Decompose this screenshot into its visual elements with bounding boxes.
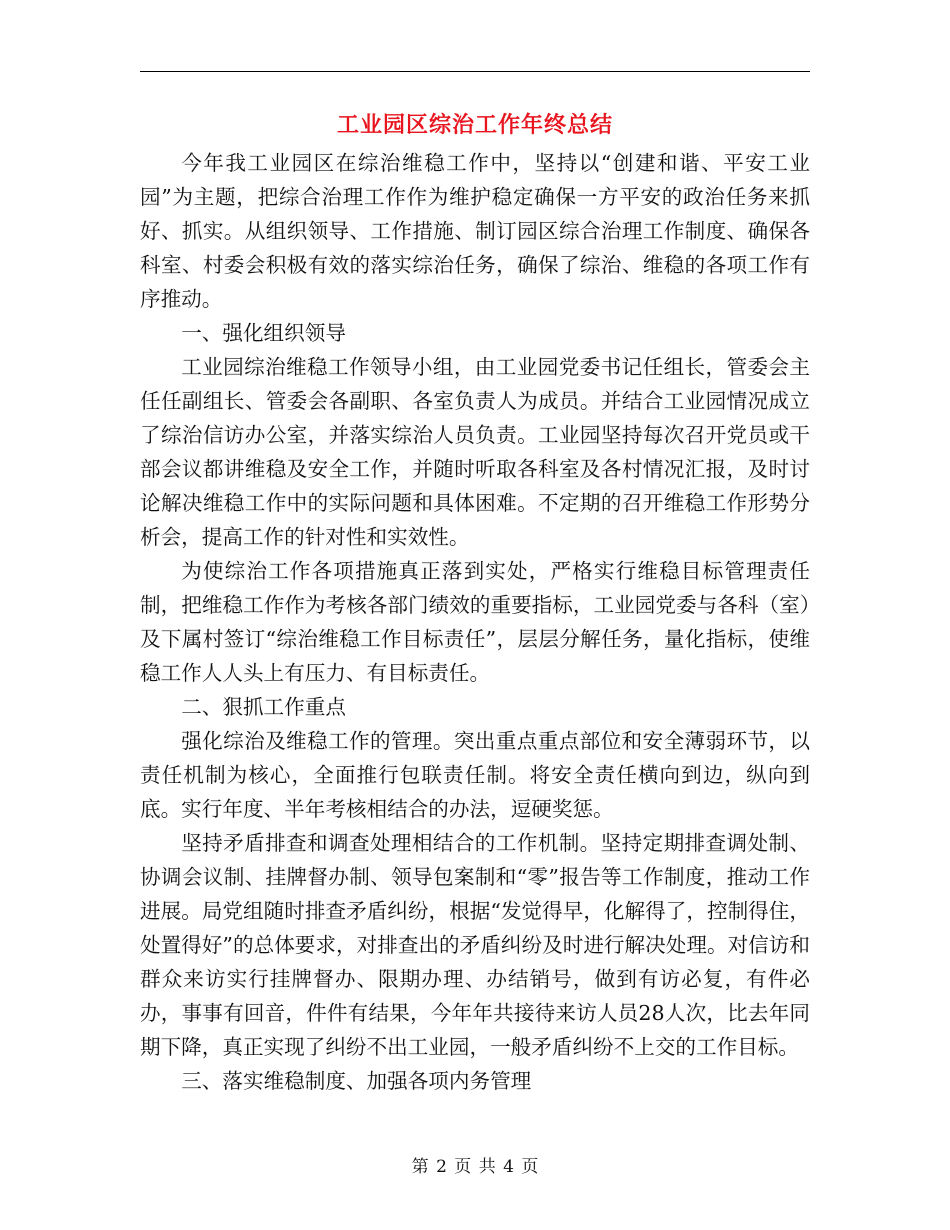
- section-heading-1: 一、强化组织领导: [181, 321, 346, 345]
- paragraph-intro: 今年我工业园区在综治维稳工作中，坚持以“创建和谐、平安工业园”为主题，把综合治理工作作为维护稳定确保一方平安的政治任务来抓好、抓实。从组织领导、工作措施、制订园区综合治理工作制度、确保各科室、村委会积极有效的落实综治任务，确保了综治、维稳的各项工作有序推动。: [140, 151, 810, 311]
- section-heading-2: 二、狠抓工作重点: [181, 695, 346, 719]
- page-footer: 第 2 页 共 4 页: [411, 1157, 539, 1177]
- paragraph: 工业园综治维稳工作领导小组，由工业园党委书记任组长，管委会主任任副组长、管委会各副职、各室负责人为成员。并结合工业园情况成立了综治信访办公室，并落实综治人员负责。工业园坚持每次召开党员或干部会议都讲维稳及安全工作，并随时听取各科室及各村情况汇报，及时讨论解决维稳工作中的实际问题和具体困难。不定期的召开维稳工作形势分析会，提高工作的针对性和实效性。: [140, 355, 810, 549]
- section-heading-3: 三、落实维稳制度、加强各项内务管理: [181, 1069, 532, 1093]
- paragraph: 强化综治及维稳工作的管理。突出重点重点部位和安全薄弱环节，以责任机制为核心，全面推行包联责任制。将安全责任横向到边，纵向到底。实行年度、半年考核相结合的办法，逗硬奖惩。: [140, 729, 810, 821]
- document-title: 工业园区综治工作年终总结: [336, 112, 613, 138]
- paragraph: 为使综治工作各项措施真正落到实处，严格实行维稳目标管理责任制，把维稳工作作为考核各部门绩效的重要指标，工业园党委与各科（室）及下属村签订“综治维稳工作目标责任”，层层分解任务，量化指标，使维稳工作人人头上有压力、有目标责任。: [140, 559, 810, 685]
- paragraph: 坚持矛盾排查和调查处理相结合的工作机制。坚持定期排查调处制、协调会议制、挂牌督办制、领导包案制和“零”报告等工作制度，推动工作进展。局党组随时排查矛盾纠纷，根据“发觉得早，化解得了，控制得住，处置得好”的总体要求，对排查出的矛盾纠纷及时进行解决处理。对信访和群众来访实行挂牌督办、限期办理、办结销号，做到有访必复，有件必办，事事有回音，件件有结果，今年年共接待来访人员28人次，比去年同期下降，真正实现了纠纷不出工业园，一般矛盾纠纷不上交的工作目标。: [140, 831, 810, 1059]
- document-body: [140, 146, 810, 1098]
- header-rule: [140, 71, 810, 72]
